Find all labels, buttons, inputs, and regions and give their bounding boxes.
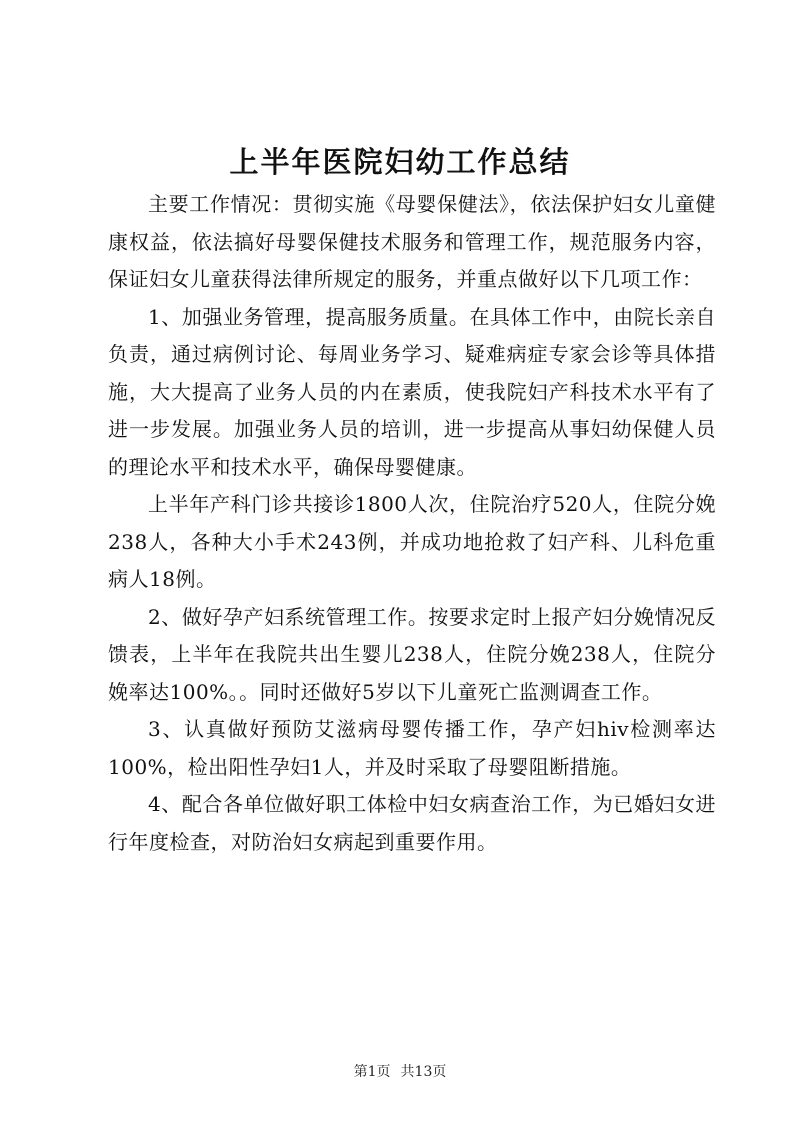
paragraph-item-3: 3、认真做好预防艾滋病母婴传播工作，孕产妇hiv检测率达100%，检出阳性孕妇1人，并及时采取了母婴阻断措施。 — [108, 717, 716, 779]
paragraph-item-2: 2、做好孕产妇系统管理工作。按要求定时上报产妇分娩情况反馈表，上半年在我院共出生婴儿238人，住院分娩238人，住院分娩率达100%。。同时还做好5岁以下儿童死亡监测调查工作。 — [108, 604, 716, 704]
document-title: 上半年医院妇幼工作总结 — [229, 145, 571, 179]
paragraph-statistics: 上半年产科门诊共接诊1800人次，住院治疗520人，住院分娩238人，各种大小手术243例，并成功地抢救了妇产科、儿科危重病人18例。 — [108, 492, 716, 591]
page-total: 共13页 — [400, 1064, 447, 1080]
page-number: 第1页 — [353, 1064, 391, 1080]
page-footer — [0, 1062, 800, 1082]
paragraph-item-4: 4、配合各单位做好职工体检中妇女病查治工作，为已婚妇女进行年度检查，对防治妇女病起到重要作用。 — [108, 792, 716, 854]
paragraph-item-1: 1、加强业务管理，提高服务质量。在具体工作中，由院长亲自负责，通过病例讨论、每周业务学习、疑难病症专家会诊等具体措施，大大提高了业务人员的内在素质，使我院妇产科技术水平有了进一步发展。加强业务人员的培训，进一步提高从事妇幼保健人员的理论水平和技术水平，确保母婴健康。 — [108, 304, 716, 479]
paragraph-intro: 主要工作情况：贯彻实施《母婴保健法》，依法保护妇女儿童健康权益，依法搞好母婴保健技术服务和管理工作，规范服务内容，保证妇女儿童获得法律所规定的服务，并重点做好以下几项工作： — [108, 192, 716, 291]
document-body — [108, 186, 716, 861]
